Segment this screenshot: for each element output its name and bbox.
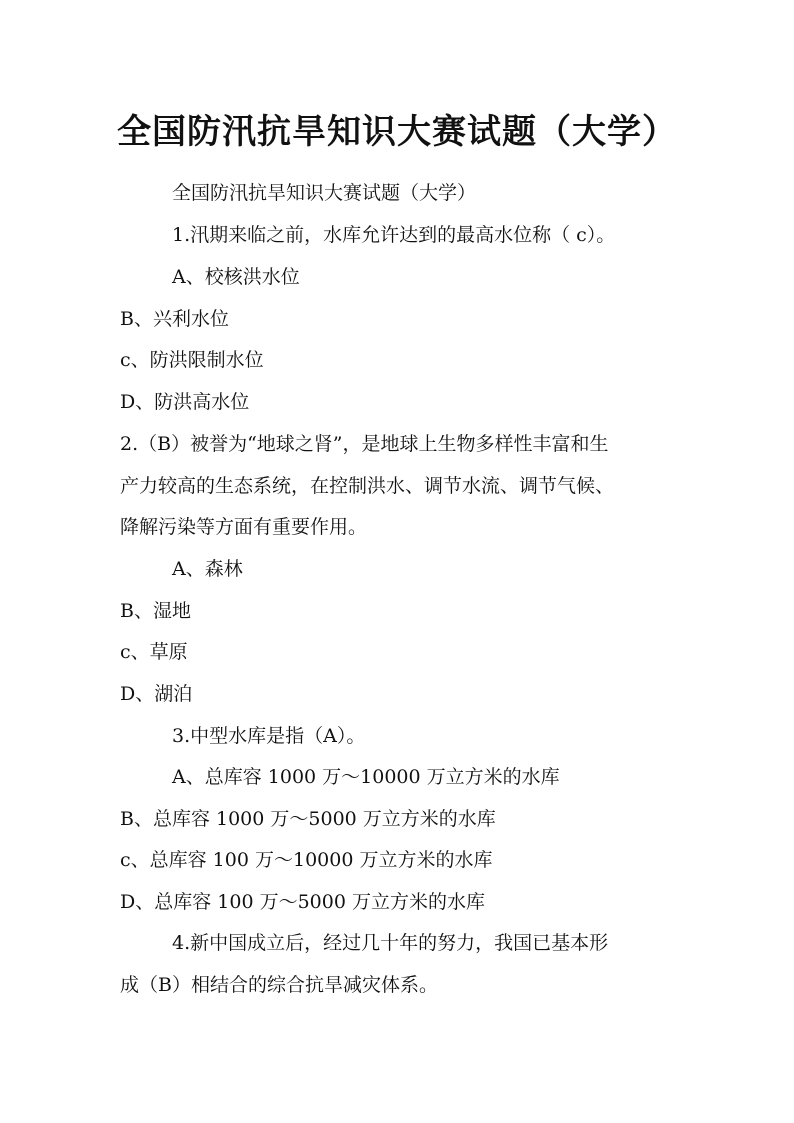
question-2-line-3: 降解污染等方面有重要作用。 [120, 516, 368, 538]
question-4-line-2: 成（B）相结合的综合抗旱减灾体系。 [120, 974, 438, 996]
q3-option-a: A、总库容 1000 万～10000 万立方米的水库 [172, 766, 560, 788]
q2-option-b: B、湿地 [120, 600, 191, 622]
q2-option-a: A、森林 [172, 558, 243, 580]
q3-option-d: D、总库容 100 万～5000 万立方米的水库 [120, 891, 485, 913]
q3-option-b: B、总库容 1000 万～5000 万立方米的水库 [120, 808, 496, 830]
q1-option-b: B、兴利水位 [120, 308, 229, 330]
question-2-line-1: 2.（B）被誉为“地球之肾”，是地球上生物多样性丰富和生 [120, 433, 609, 455]
question-3: 3.中型水库是指（A）。 [172, 725, 366, 747]
q3-option-c: c、总库容 100 万～10000 万立方米的水库 [120, 849, 493, 871]
subtitle-line: 全国防汛抗旱知识大赛试题（大学） [172, 182, 477, 204]
question-2-line-2: 产力较高的生态系统，在控制洪水、调节水流、调节气候、 [120, 475, 615, 497]
q2-option-d: D、湖泊 [120, 683, 193, 705]
q1-option-c: c、防洪限制水位 [120, 349, 264, 371]
q1-option-a: A、校核洪水位 [172, 266, 300, 288]
q1-option-d: D、防洪高水位 [120, 391, 250, 413]
question-4-line-1: 4.新中国成立后，经过几十年的努力，我国已基本形 [172, 932, 609, 954]
q2-option-c: c、草原 [120, 641, 188, 663]
document-title: 全国防汛抗旱知识大赛试题（大学） [117, 112, 677, 152]
question-1: 1.汛期来临之前，水库允许达到的最高水位称（ c）。 [172, 224, 616, 246]
